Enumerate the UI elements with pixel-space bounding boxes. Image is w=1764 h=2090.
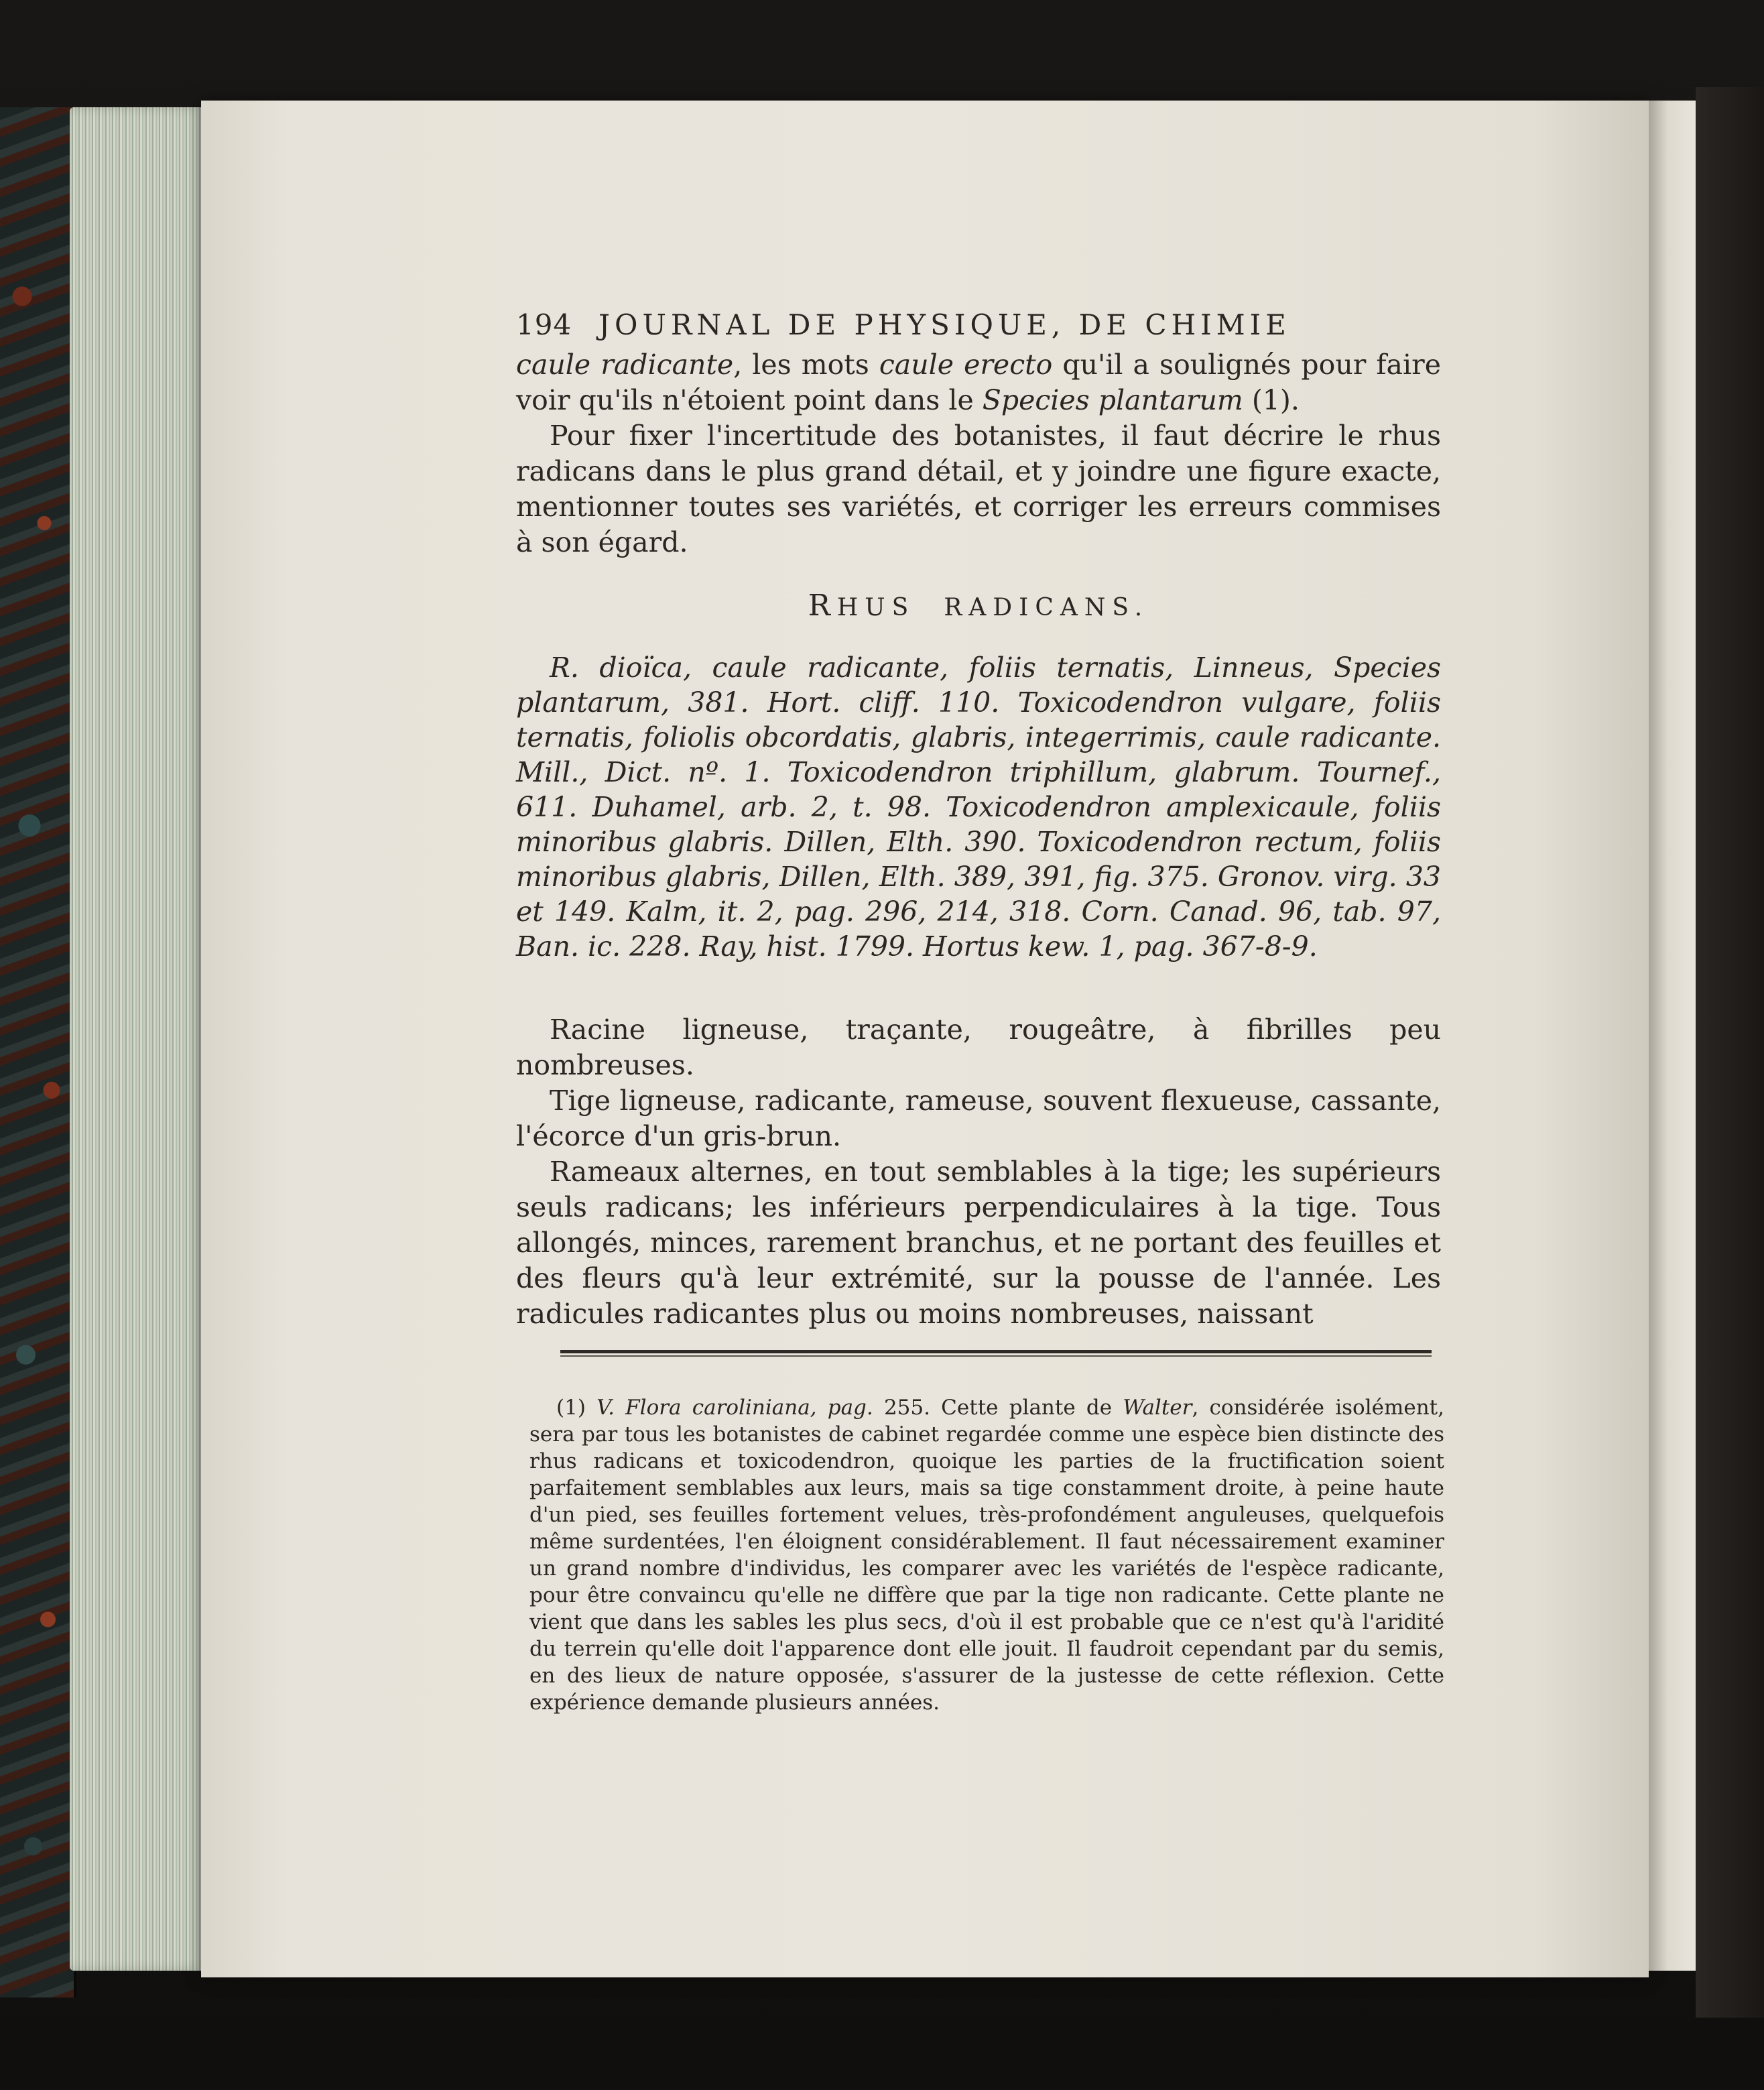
text-run: , les mots	[733, 349, 879, 381]
next-page-edge	[1649, 101, 1696, 1971]
heading-word: HUS	[836, 594, 916, 621]
cover-right	[1696, 87, 1764, 2018]
running-head-title: JOURNAL DE PHYSIQUE, DE CHIMIE	[598, 308, 1291, 341]
heading-cap: R	[808, 589, 837, 623]
text-run: Cette plante de	[930, 1396, 1123, 1420]
description-stem: Tige ligneuse, radicante, rameuse, souvent flexueuse, cassante, l'écorce d'un gris-brun.	[516, 1085, 1441, 1152]
author-name: Walter	[1123, 1396, 1192, 1420]
intro-paragraph-2: Pour fixer l'incertitude des botanistes, il faut décrire le rhus radicans dans le plus grand détail, et y joindre une figure exacte, mentionner toutes ses variétés, et corriger les erreurs commises à son égard.	[516, 420, 1441, 558]
footnote-rule-thin	[560, 1355, 1432, 1357]
page-edges	[70, 107, 210, 1971]
italic-phrase: caule erecto	[879, 349, 1053, 381]
synonymy-block	[516, 650, 1441, 964]
marbled-cover-left	[0, 107, 76, 1997]
footnote-reference-page: 255.	[873, 1396, 930, 1420]
footnote	[529, 1394, 1444, 1716]
intro-paragraph-1	[516, 347, 1441, 418]
footnote-paragraph	[529, 1394, 1444, 1716]
description-branches: Rameaux alternes, en tout semblables à la tige; les supérieurs seuls radicans; les inférieurs perpendiculaires à la tige. Tous allongés, minces, rarement branchus, et ne portant des feuilles et des fleurs qu'à leur extrémité, sur la pousse de l'année. Les radicules radicantes plus ou moins nombreuses, naissant	[516, 1156, 1441, 1330]
section-heading	[516, 589, 1441, 623]
intro-text	[516, 347, 1441, 560]
text-run: , considérée isolément, sera par tous les botanistes de cabinet regardée comme une espèce bien distincte des rhus radicans et toxicodendron, quoique les parties de la fructification soient parfaitement semblables aux leurs, mais sa tige constamment droite, à peine haute d'un pied, ses feuilles fortement velues, très-profondément anguleuses, quelquefois même surdentées, l'en éloignent considérablement. Il faut nécessairement examiner un grand nombre d'individus, les comparer avec les variétés de l'espèce radicante, pour être convaincu qu'elle ne diffère que par la tige non radicante. Cette plante ne vient que dans les sables les plus secs, d'où il est probable que ce n'est qu'à l'aridité du terrein qu'elle doit l'apparence dont elle jouit. Il faudroit cependant par du semis, en des lieux de nature opposée, s'assurer de la justesse de cette réflexion. Cette expérience demande plusieurs années.	[529, 1396, 1444, 1715]
synonymy-paragraph: R. dioïca, caule radicante, foliis ternatis, Linneus, Species plantarum, 381. Hort. cliff. 110. Toxicodendron vulgare, foliis ternatis, foliolis obcordatis, glabris, integerrimis, caule radicante. Mill., Dict. nº. 1. Toxicodendron triphillum, glabrum. Tournef., 611. Duhamel, arb. 2, t. 98. Toxicodendron amplexicaule, foliis minoribus glabris. Dillen, Elth. 390. Toxicodendron rectum, foliis minoribus glabris, Dillen, Elth. 389, 391, fig. 375. Gronov. virg. 33 et 149. Kalm, it. 2, pag. 296, 214, 318. Corn. Canad. 96, tab. 97, Ban. ic. 228. Ray, hist. 1799. Hortus kew. 1, pag. 367-8-9.	[516, 652, 1441, 963]
running-head	[516, 308, 1387, 341]
text-run: qu'il a soulignés pour faire voir qu'ils n'étoient point dans le	[516, 349, 1441, 416]
italic-phrase: Species plantarum	[982, 384, 1243, 416]
description-block	[516, 1012, 1441, 1332]
footnote-marker: (1)	[556, 1396, 586, 1420]
text-run: (1).	[1243, 384, 1300, 416]
heading-word: RADICANS.	[944, 594, 1149, 621]
description-root: Racine ligneuse, traçante, rougeâtre, à fibrilles peu nombreuses.	[516, 1013, 1441, 1081]
footnote-reference: V. Flora caroliniana, pag.	[596, 1396, 873, 1420]
footnote-rule	[560, 1350, 1432, 1353]
page-number: 194	[516, 308, 572, 341]
italic-phrase: caule radicante	[516, 349, 734, 381]
